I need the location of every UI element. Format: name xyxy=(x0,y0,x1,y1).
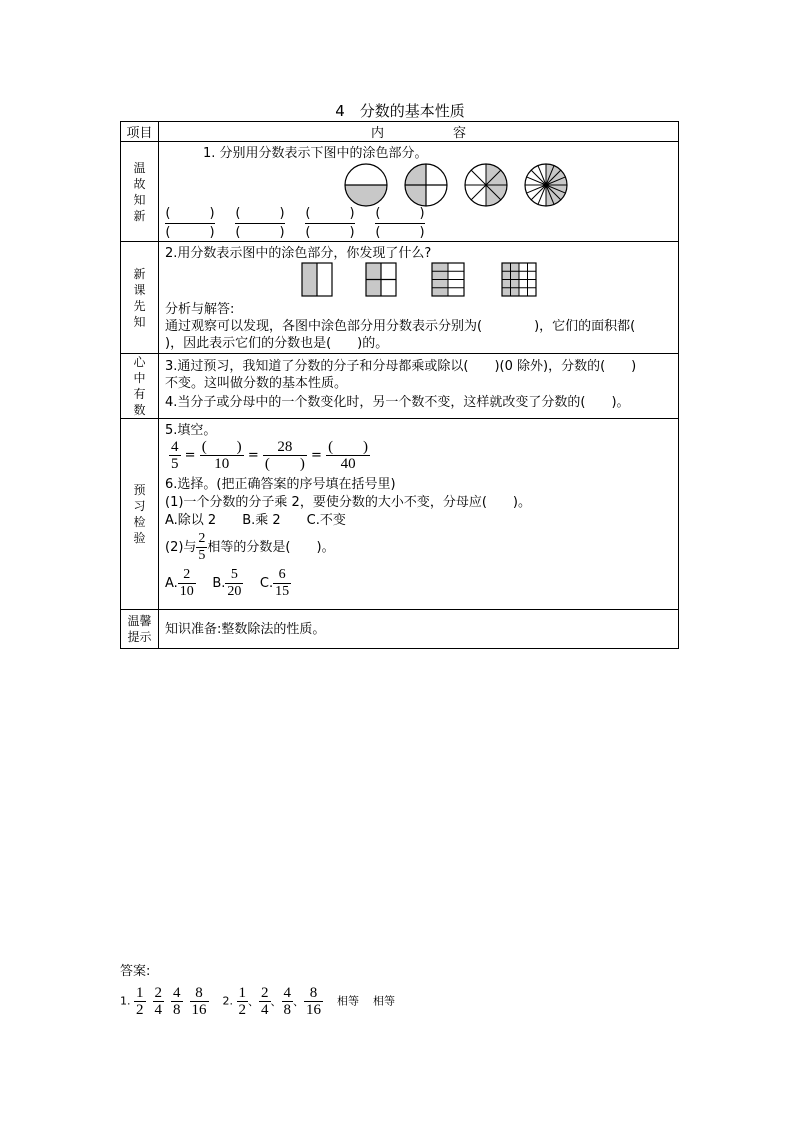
answer-fraction: $\frac{2}{4}$ xyxy=(154,985,162,1018)
q6-2-options: A. $\frac{2}{10}$ B. $\frac{5}{20}$ C. $\frac{6}{15}$ xyxy=(165,567,290,599)
q1-text: 1. 分别用分数表示下图中的涂色部分。 xyxy=(203,146,428,161)
answer-fraction: $\frac{2}{4}$ xyxy=(261,985,269,1018)
circle-half-icon xyxy=(345,164,387,206)
answer-fraction: $\frac{4}{8}$ xyxy=(283,985,291,1018)
answer-fraction: $\frac{4}{8}$ xyxy=(173,985,181,1018)
header-content: 内 容 xyxy=(159,122,679,142)
answer-word-1: 相等 xyxy=(337,994,359,1008)
blank-fraction-1[interactable]: ( ) ( ) xyxy=(165,206,215,240)
worksheet-table xyxy=(120,121,679,649)
blank-fraction-3[interactable]: ( ) ( ) xyxy=(305,206,355,240)
blank-fraction-4[interactable]: ( ) ( ) xyxy=(375,206,425,240)
q6-2-question: (2)与 $\frac{2}{5}$ 相等的分数是( )。 xyxy=(165,531,335,563)
q3-line-1: 3.通过预习，我知道了分数的分子和分母都乘或除以( )(0 除外)，分数的( ) xyxy=(165,359,637,374)
q6-text: 6.选择。(把正确答案的序号填在括号里) xyxy=(165,477,396,492)
q6-1-text: (1)一个分数的分子乘 2，要使分数的大小不变，分母应( )。 xyxy=(165,495,531,510)
rect-eighths-icon xyxy=(432,263,464,296)
circle-quarters-icon xyxy=(405,164,447,206)
q5-blank-1[interactable]: $\frac{( )}{10}$ xyxy=(201,439,242,472)
analysis-line-2: )，因此表示它们的分数也是( )的。 xyxy=(165,336,389,351)
rect-quarters-icon xyxy=(366,263,396,296)
blank-fraction-2[interactable]: ( ) ( ) xyxy=(235,206,285,240)
q5-equation: $\frac{4}{5}$ = $\frac{( )}{10}$ = $\frac{28}{( )}$ = $\frac{( )}{40}$ xyxy=(171,439,369,472)
q5-text: 5.填空。 xyxy=(165,423,217,438)
answers-line: 1. $\frac{1}{2}$ $\frac{2}{4}$ $\frac{4}{8}$ $\frac{8}{16}$ 2. $\frac{1}{2}$ 、 $\frac{2}{4}$ 、 $\frac{4}{8}$ 、 $\frac{8}{16}$ 相等 相等 xyxy=(120,985,395,1018)
answer-fraction: $\frac{1}{2}$ xyxy=(136,985,144,1018)
answer-word-2: 相等 xyxy=(373,994,395,1008)
tips-text: 知识准备:整数除法的性质。 xyxy=(165,622,326,637)
rect-sixteenths-icon xyxy=(502,263,536,296)
circle-eighths-icon xyxy=(465,164,507,206)
row-label-heart: 心中有数 xyxy=(133,355,146,417)
answers-section xyxy=(120,960,395,1018)
q6-1-options: A.除以 2 B.乘 2 C.不变 xyxy=(165,513,346,528)
row-label-tips: 温馨提示 xyxy=(127,614,152,644)
q5-blank-2[interactable]: $\frac{28}{( )}$ xyxy=(264,439,305,472)
row-label-newlesson: 新课先知 xyxy=(133,266,146,329)
q2-text: 2.用分数表示图中的涂色部分，你发现了什么? xyxy=(165,246,432,261)
row-label-review: 温故知新 xyxy=(133,160,146,223)
header-item: 项目 xyxy=(121,122,159,142)
q4-text: 4.当分子或分母中的一个数变化时，另一个数不变，这样就改变了分数的( )。 xyxy=(165,395,630,410)
rectangle-figures xyxy=(301,262,541,298)
analysis-title: 分析与解答: xyxy=(165,302,235,317)
answer-fraction: $\frac{1}{2}$ xyxy=(238,985,246,1018)
analysis-line-1: 通过观察可以发现，各图中涂色部分用分数表示分别为( )，它们的面积都( xyxy=(165,319,636,334)
page-title: 4 分数的基本性质 xyxy=(335,102,465,120)
rect-halves-icon xyxy=(302,263,332,296)
row-label-preview: 预习检验 xyxy=(133,483,146,545)
answer-fraction: $\frac{8}{16}$ xyxy=(306,985,321,1018)
q3-line-2: 不变。这叫做分数的基本性质。 xyxy=(165,376,348,391)
answer-fraction: $\frac{8}{16}$ xyxy=(191,985,207,1018)
answers-title: 答案: xyxy=(120,964,151,979)
circle-figures xyxy=(342,161,572,209)
q5-blank-3[interactable]: $\frac{( )}{40}$ xyxy=(328,439,369,472)
circle-sixteenths-icon xyxy=(525,164,567,206)
